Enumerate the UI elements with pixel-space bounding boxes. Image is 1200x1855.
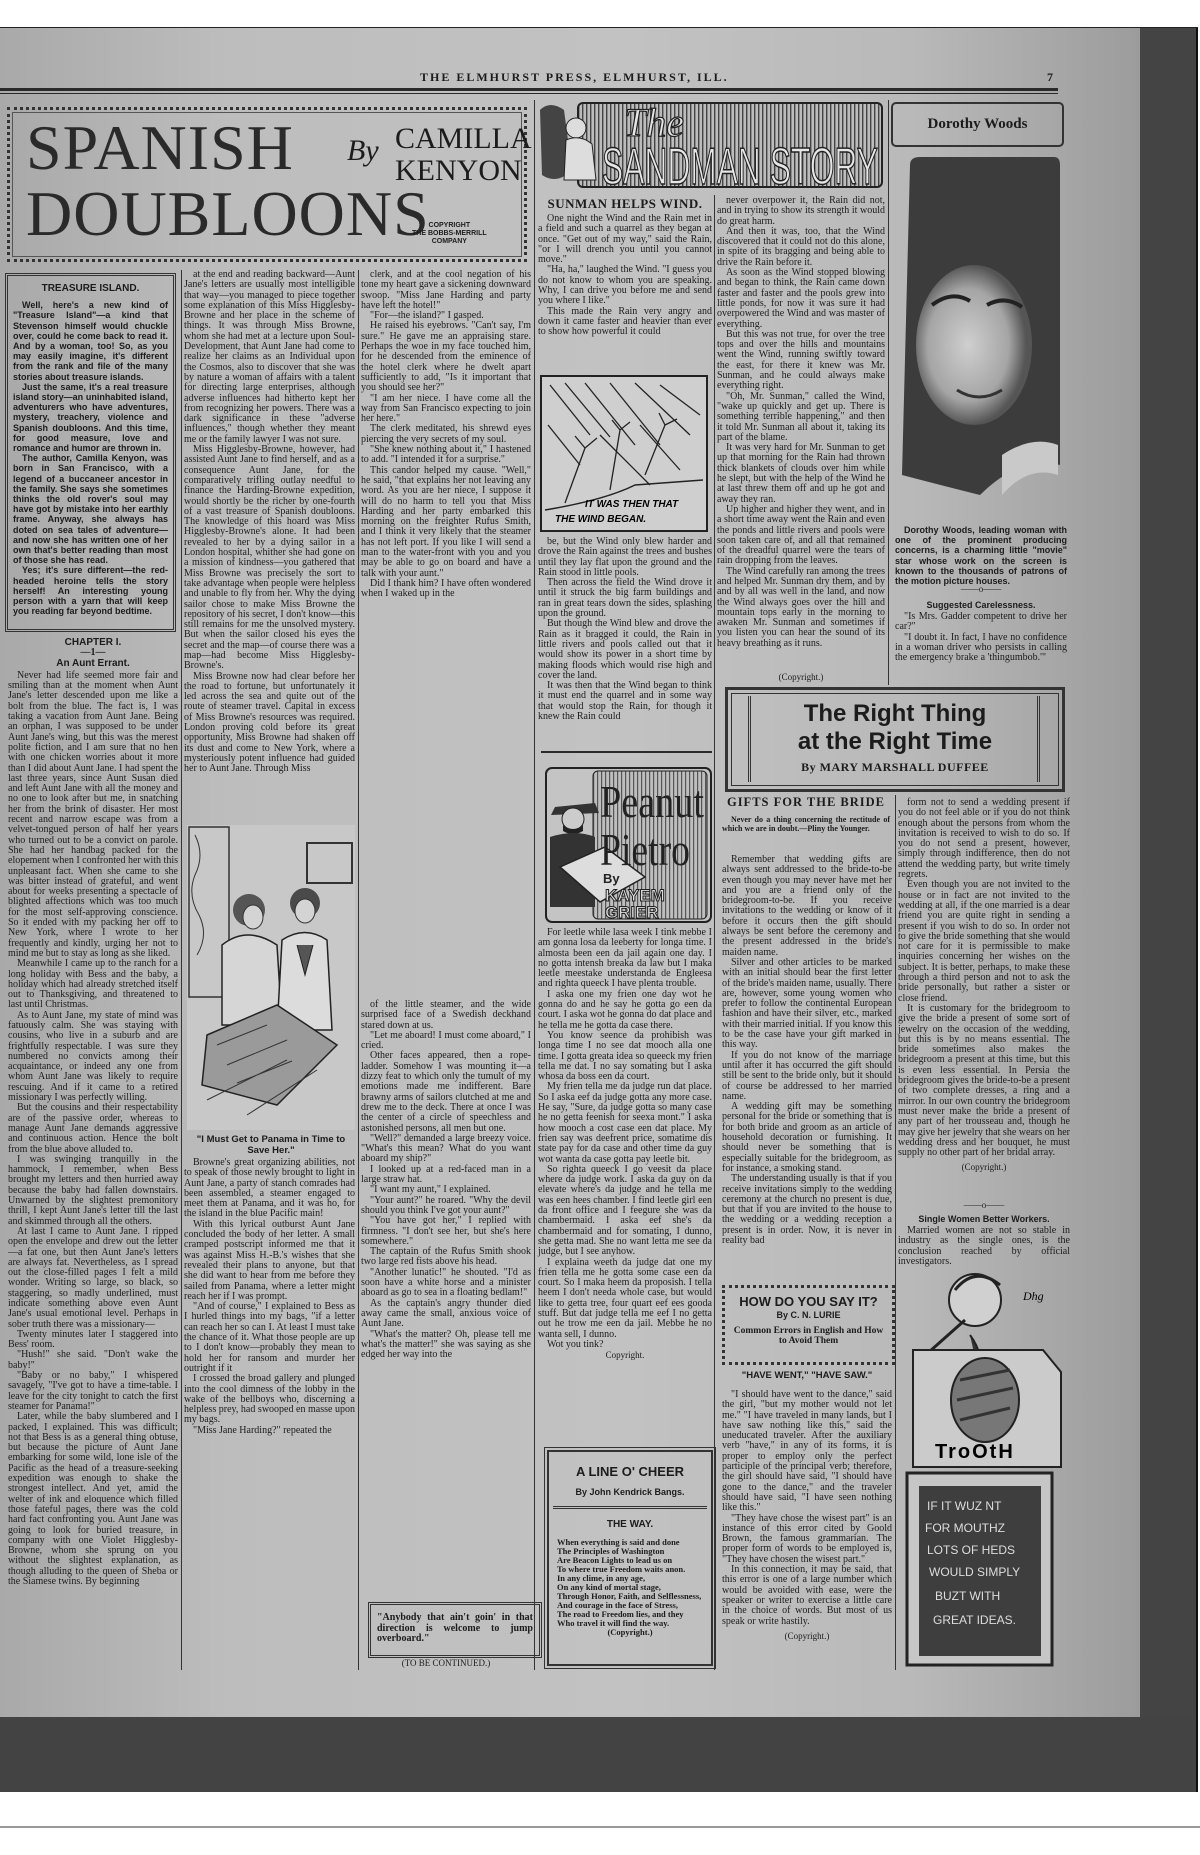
pietro-by: By bbox=[603, 871, 620, 886]
gifts-column-b bbox=[898, 798, 1070, 1186]
joke-title: Suggested Carelessness. bbox=[926, 600, 1036, 610]
wind-rain-drawing bbox=[540, 375, 708, 532]
paragraph: It is customary for the bridegroom to give the bride a present of some sort of jewelry on the occasion of the wedding, but this is by no means essential. The bride sometimes also makes the bridegroom a present at this time, but this is even less essential. In Persia the bridegroom gives the bride-to-be a present of two complete dresses, a ring and a mirror. In our own country the bridegroom must never make the bride a present of any part of her trousseau and, though he may give her jewelry that she wears on her wedding dress and her bouquet, he must supply no other part of her bridal array. bbox=[898, 1002, 1070, 1159]
article-text bbox=[722, 1390, 892, 1627]
poem-line: In any clime, in any age, bbox=[557, 1573, 646, 1583]
paragraph: The understanding usually is that if you receive invitations simply to the wedding ceremony at the church no present is due, but that if you are invited to the house to the wedding or a wedding reception a present is in order. Now, it is never in reality bad bbox=[722, 1173, 892, 1246]
paragraph: at the end and reading backward—Aunt Jane's letters are usually most intelligible that way—you managed to piece together some explanation of this Miss Higglesby-Browne and her place in the scheme of things. It was through Miss Browne, whom she had met at a lecture upon Soul-Development, that Aunt Jane had come to realize her claims as an Individual upon the Cosmos, also to discover that she was by nature a woman of affairs with a talent for directing large enterprises, although adverse influences had hitherto kept her from recognizing her powers. There was a dark significance in these "adverse influences," though whether they meant me or the family lawyer I was not sure. bbox=[184, 269, 355, 445]
intro-text bbox=[13, 300, 168, 616]
paragraph: You know seence da prohibish was longa time I no see dat mooch alla one time. I gotta greata idea so queeck my frien tella me dat. I no say somating but I aska whosa da boss een da court. bbox=[538, 1029, 712, 1083]
poem-line: Who travel it will find the way. bbox=[557, 1618, 670, 1628]
dorothy-woods-title: Dorothy Woods bbox=[891, 102, 1064, 147]
paragraph: "I am her niece. I have come all the way from San Francisco expecting to join her here." bbox=[361, 392, 531, 425]
poem-line: On any kind of mortal stage, bbox=[557, 1582, 661, 1592]
illustration-caption: "I Must Get to Panama in Time to Save Her." bbox=[196, 1134, 346, 1156]
how-copyright: (Copyright.) bbox=[784, 1630, 830, 1641]
paragraph: I was swinging tranquilly in the hammock, I remember, when Bess brought my letters and then hurried away because the baby had fallen downstairs. Unwarned by the slightest premonitory thrill, I kept Aunt Jane's letter till the last and skimmed through all the others. bbox=[8, 1153, 178, 1227]
scan-border bbox=[0, 27, 1198, 28]
pietro-author-last: GRIER bbox=[605, 903, 659, 922]
paragraph: Did I thank him? I have often wondered when I waked up in the bbox=[361, 577, 531, 600]
intro-box bbox=[5, 273, 176, 632]
poem-line: Are Beacon Lights to lead us on bbox=[557, 1555, 673, 1565]
cartoon-caption-line1: IT WAS THEN THAT bbox=[585, 499, 679, 510]
pull-quote: "Anybody that ain't goin' in that direction is welcome to jump overboard." bbox=[377, 1612, 533, 1644]
sandman-copyright: (Copyright.) bbox=[778, 672, 824, 682]
cheer-title: A LINE O' CHEER bbox=[575, 1464, 685, 1479]
paragraph: Wot you tink? bbox=[547, 1338, 604, 1350]
paragraph: Then across the field the Wind drove it until it struck the big farm buildings and ran in great tears down the sides, splashing upon the ground. bbox=[538, 577, 712, 620]
paragraph: "You have got her," I replied with firmness. "I don't see her, but she's here somewhere." bbox=[361, 1215, 531, 1247]
paragraph: In this connection, it may be said, that this error is one of a large number which would be avoided with ease, were the speaker or writer to exercise a little care in the choice of words. But most of us speak or write hastily. bbox=[722, 1564, 892, 1627]
poem-line: To where true Freedom waits anon. bbox=[557, 1564, 686, 1574]
serial-author-last: KENYON bbox=[395, 154, 522, 187]
paragraph: "Oh, Mr. Sunman," called the Wind, "wake up quickly and get up. There is something terrible happening," and then it told Mr. Sunman all about it, taking its part of the blame. bbox=[717, 390, 885, 443]
serial-column-2-top bbox=[184, 270, 355, 822]
filler-text bbox=[898, 1225, 1070, 1267]
cartoon-box-label: TroOtH bbox=[935, 1441, 1015, 1463]
paragraph: clerk, and at the cool negation of his tone my heart gave a sickening downward swoop. "Miss Jane Harding and party have left the hotel!" bbox=[361, 269, 531, 311]
paragraph: Up higher and higher they went, and in a short time away went the Rain and even the ponds and little rivers and pools were soon taken care of, and all that remained of the dreadful quarrel were the tears of rain dropping from the leaves. bbox=[717, 503, 885, 567]
paragraph: It was very hard for Mr. Sunman to get up that morning for the Rain had thrown thick blankets of clouds over him while he slept, but with the help of the Wind he at last threw them off and up he got and away they ran. bbox=[717, 442, 885, 505]
paragraph: "They have chose the wisest part" is an instance of this error cited by Goold Brown, the famous grammarian. The proper form of words to be employed is, "They have chosen the wisest part." bbox=[722, 1512, 892, 1565]
peanut-pietro-banner bbox=[545, 767, 712, 923]
title-line: The Right Thing bbox=[803, 700, 987, 727]
paragraph: He raised his eyebrows. "Can't say, I'm sure." He gave me an appraising stare. Perhaps the woe in my face touched him, for he descended from the eminence of the hotel clerk where he dwelt apart sufficiently to add, "Is it important that you should see her?" bbox=[361, 320, 531, 394]
paragraph: "I want my aunt," I explained. bbox=[370, 1184, 491, 1196]
paragraph: If you do not know of the marriage until after it has occurred the gift should still be sent to the bride only, but it should of course be addressed to her married name. bbox=[722, 1049, 892, 1102]
paragraph: My frien tella me da judge run dat place. So I aska eef da judge gotta any more case. He say, "Sure, da judge gotta so many case he no getta feenish for seexa mont." I aska how mooch a cost case een dat place. My frien say was deefrent price, somatime dis state pay for da case and other time da guy wot wanta da case gotta pay leetle bit. bbox=[538, 1081, 712, 1165]
section-rule bbox=[541, 751, 712, 753]
paragraph: "I doubt it. In fact, I have no confidence in a woman driver who persists in calling the emergency brake a 'thingumbob.'" bbox=[895, 631, 1067, 664]
paragraph: Miss Higglesby-Browne, however, had assisted Aunt Jane to find herself, and as a consequence Aunt Jane, for the comparatively trifling outlay needful to finance the Harding-Browne expedition, would shortly be the richer by one-fourth of a vast treasure of Spanish doubloons. The knowledge of this hoard was Miss Higglesby-Browne's alone. It had been revealed to her by a dying sailor in a London hospital, whither she had gone on a mission of kindness—you gathered that Miss Browne was precisely the sort to take advantage when people were helpless and unable to fly from her. Why the dying sailor chose to make Miss Browne the repository of his secret, I don't know—this still remains for me the unsolved mystery. But when the sailor closed his eyes the secret and the map—of course there was a map—had become Miss Higglesby-Browne's. bbox=[184, 444, 355, 672]
chapter-text bbox=[361, 270, 531, 600]
sign-line: FOR MOUTHZ bbox=[925, 1521, 1005, 1535]
wind-cartoon bbox=[540, 375, 708, 532]
sign-line: GREAT IDEAS. bbox=[933, 1613, 1016, 1627]
paragraph: Other faces appeared, then a rope-ladder. Somehow I was mounting it—a dizzy feat to which only the tumult of my emotions made me indifferent. Bare brawny arms of sailors clutched at me and drew me to the deck. There at once I was the center of a circle of speechless and astonished persons, all men but one. bbox=[361, 1050, 531, 1134]
sign-line: BUZT WITH bbox=[935, 1589, 1001, 1603]
paragraph: For leetle while lasa week I tink mebbe I am gonna losa da leeberty for longa time. I almosta been een da jail again one day. I no gotta intensh breaka da law but I maka leetle meestake understanda de Engleesa and righta queeck I have plenta trouble. bbox=[538, 927, 712, 990]
cartoon-caption-line2: THE WIND BEGAN. bbox=[555, 514, 647, 525]
paragraph: As the captain's angry thunder died away came the small, anxious voice of Aunt Jane. bbox=[361, 1297, 531, 1330]
chapter-text bbox=[184, 270, 355, 775]
paragraph: The captain of the Rufus Smith shook two large red fists above his head. bbox=[361, 1246, 531, 1268]
trooth-cartoon bbox=[905, 1260, 1065, 1668]
poem bbox=[549, 1530, 711, 1637]
sandman-headline: SUNMAN HELPS WIND. bbox=[547, 196, 703, 211]
copyright-line: THE BOBBS-MERRILL bbox=[412, 230, 487, 237]
epigraph-text: Never do a thing concerning the rectitude of which we are in doubt.—Pliny the Younger. bbox=[722, 815, 890, 833]
serial-by: By bbox=[347, 134, 379, 167]
chapter-title: An Aunt Errant. bbox=[56, 657, 130, 669]
serial-column-2-bottom bbox=[184, 1158, 355, 1668]
filler-title: Single Women Better Workers. bbox=[918, 1214, 1050, 1224]
paragraph: But this was not true, for over the tree tops and over the hills and mountains went the Wind, running swiftly toward the east, for there it knew was Mr. Sunman, and he could always make everything right. bbox=[717, 328, 885, 392]
divider: ——o—— bbox=[963, 1200, 1005, 1210]
sign-line: WOULD SIMPLY bbox=[929, 1565, 1021, 1579]
paragraph: "Well?" demanded a large breezy voice. "What's this mean? What do you want aboard my ship?" bbox=[361, 1132, 531, 1165]
divider: ——o—— bbox=[960, 584, 1002, 594]
story-illustration bbox=[187, 825, 355, 1130]
column-rule bbox=[358, 270, 359, 1670]
poem-line: The Principles of Washington bbox=[557, 1546, 665, 1556]
dorothy-caption bbox=[895, 525, 1067, 587]
paragraph: The clerk meditated, his shrewd eyes piercing the very secrets of my soul. bbox=[361, 423, 531, 445]
serial-author-first: CAMILLA bbox=[395, 122, 532, 155]
paragraph: never overpower it, the Rain did not, and in trying to show its strength it would do great harm. bbox=[717, 195, 885, 227]
paragraph: The author, Camilla Kenyon, was born in San Francisco, with a legend of a buccaneer ancestor in the family. She says she sometimes thinks the old rover's soul may have got by mistake into her earthly frame. Anyway, she always has doted on sea tales of adventure—and now she has written one of her own that's better reading than most of those she has read. bbox=[13, 453, 168, 566]
paragraph: be, but the Wind only blew harder and drove the Rain against the trees and bushes until they lay flat upon the ground and the Rain stood in little pools. bbox=[538, 536, 712, 578]
pull-quote-box bbox=[368, 1602, 542, 1658]
paragraph: Later, while the baby slumbered and I packed, I explained. This was difficult; not that Bess is as a general thing obtuse, but because the picture of Aunt Jane embarking for some wild, lone isle of the Pacific as the head of a treasure-seeking expedition was enough to shake the strongest intellect. And yet, amid the welter of ink and eloquence which filled those fateful pages, there was the cold hard fact confronting you. Aunt Jane was going to look for buried treasure, in company with one Violet Higglesby-Browne, whom she sprung on you without the slightest explanation, as though alluding to the queen of Sheba or the Siamese twins. By beginning bbox=[8, 1411, 178, 1588]
paragraph: I looked up at a red-faced man in a large straw hat. bbox=[361, 1163, 531, 1186]
right-thing-banner bbox=[725, 687, 1065, 792]
paragraph: But the cousins and their respectability are of the passive order, whereas to manage Aunt Jane demands aggressive and continuous action. Hence the bolt from the blue above alluded to. bbox=[8, 1102, 178, 1155]
paragraph: "She knew nothing about it," I hastened to add. "I intended it for a surprise." bbox=[361, 444, 531, 466]
poem-copyright: (Copyright.) bbox=[607, 1627, 653, 1637]
joke-paragraphs bbox=[895, 612, 1067, 663]
paragraph: I aska one my frien one day wot he gonna do and he say he gotta go een da court. I aska wot he gonna do dat place and he tella me he gotta da case there. bbox=[538, 988, 712, 1031]
page-number: 7 bbox=[1047, 70, 1053, 84]
paragraph: "I should have went to the dance," said the girl, "but my mother would not let me." "I have traveled in many lands, but I have saw nothing like this," said the uneducated traveler. After the auxiliary verb "have," in any of its forms, it is proper to employ only the perfect participle of the principal verb; therefore, the girl should have said, "I should have gone to the dance," and the traveler should have said, "I have seen nothing like this." bbox=[722, 1389, 892, 1514]
sandman-story-banner bbox=[538, 100, 885, 196]
serial-title-line2: DOUBLOONS bbox=[26, 178, 430, 249]
pietro-column bbox=[538, 928, 712, 1420]
epigraph bbox=[722, 816, 890, 846]
paragraph: Silver and other articles to be marked with an initial should bear the first letter of the bride's maiden name, usually. There are, however, some young women who prefer to follow the continental European fashion and have their silver, etc., marked with their married initial. If you know this to be the case have your gift marked in this way. bbox=[722, 956, 892, 1051]
column-rule bbox=[534, 100, 535, 1670]
sign-line: LOTS OF HEDS bbox=[927, 1543, 1016, 1557]
pietro-title-line2: Pietro bbox=[600, 824, 690, 875]
poem-line: When everything is said and done bbox=[557, 1537, 680, 1547]
paragraph: So righta queeck I go veesit da place where da judge work. I aska da guy on da elevate where's da judge and he tella me was een hees chamber. I find leetle girl een da front office and I feegure she was da chambermaid. I aska eef she's da chambermaid and for somating, I dunno, she getta mad. She no want letta me see da judge, but I see anyhow. bbox=[538, 1163, 712, 1258]
story-text bbox=[717, 196, 885, 649]
serial-column-3-middle bbox=[361, 1000, 531, 1410]
pietro-copyright: Copyright. bbox=[605, 1350, 645, 1361]
masthead-rule bbox=[0, 88, 1058, 91]
scan-margin-bottom bbox=[0, 1717, 1196, 1792]
sign-line: IF IT WUZ NT bbox=[927, 1499, 1002, 1513]
pietro-title-line1: Peanut bbox=[600, 776, 705, 827]
paragraph: form not to send a wedding present if you do not feel able or if you do not think enough about the persons from whom the invitation is received to wish to do so. If you do not send a present, however, simply through indifference, then do not attend the wedding party, but write timely regrets. bbox=[898, 797, 1070, 881]
story-text bbox=[538, 537, 712, 722]
intro-heading: TREASURE ISLAND. bbox=[41, 283, 140, 294]
copyright-line: COMPANY bbox=[431, 238, 467, 245]
paragraph: Just the same, it's a real treasure island story—an uninhabited island, adventurers who have adventures, mystery, treachery, violence and Spanish doubloons. And this time, for good measure, love and romance and humor are thrown in. bbox=[13, 381, 168, 454]
peanut-pietro-art bbox=[545, 767, 712, 923]
trooth-cartoon-drawing bbox=[905, 1260, 1065, 1668]
caption-text: Dorothy Woods, leading woman with one of the prominent producing concerns, is a charming little "movie" star whose work on the screen is known to the thousands of patrons of the motion picture houses. bbox=[895, 525, 1067, 587]
story-text bbox=[538, 214, 712, 338]
cheer-byline: By John Kendrick Bangs. bbox=[575, 1487, 685, 1497]
paragraph: Well, here's a new kind of "Treasure Island"—a kind that Stevenson himself would chuckle over, could he come back to read it. And by a woman, too! So, as you may easily imagine, it's different from the rank and file of the many stories about treasure islands. bbox=[13, 300, 168, 382]
banner-the: The bbox=[624, 100, 684, 145]
paragraph: of the little steamer, and the wide surprised face of a Swedish deckhand stared down at us. bbox=[361, 999, 531, 1031]
article-text bbox=[722, 855, 892, 1246]
serial-column-3-top bbox=[361, 270, 531, 642]
paragraph: As to Aunt Jane, my state of mind was fatuously calm. She was staying with cousins, who live in a suburb and are frightfully respectable. I was sure they numbered no convicts among their acquaintance, or indeed any one from whom Aunt Jane was likely to require rescuing. And if it came to a retired missionary I was perfectly willing. bbox=[8, 1009, 178, 1104]
gifts-column-a bbox=[722, 855, 892, 1280]
paragraph: Meanwhile I came up to the ranch for a long holiday with Bess and the baby, a holiday which had already stretched itself out to Thanksgiving, and threatened to last until Christmas. bbox=[8, 958, 178, 1011]
paragraph: "And of course," I explained to Bess as I hurled things into my bags, "if a letter can reach her so can I. At least I must take the chance of it. What those people are up to I don't know—probably they mean to hold her for ransom and murder her outright if it bbox=[184, 1301, 355, 1374]
chapter-number: —1— bbox=[80, 647, 106, 659]
paragraph: "For—the island?" I gasped. bbox=[370, 310, 484, 322]
joke-text bbox=[895, 612, 1067, 680]
paragraph: This candor helped my cause. "Well," he said, "that explains her not leaving any word. As you are her niece, I suppose it will do no harm to tell you that Miss Harding and her party embarked this morning on the freighter Rufus Smith, and I think it very likely that the steamer has not left port. If you like I will send a man to the water-front with you and you may be able to go on board and have a talk with your aunt." bbox=[361, 464, 531, 579]
sandman-banner-art bbox=[538, 100, 885, 196]
paragraph: A wedding gift may be something personal for the bride or something that is for both bride and groom as an article of household decoration or furnishing. It should never be something that is especially suitable for the bridegroom, as for instance, a smoking stand. bbox=[722, 1101, 892, 1174]
paragraph: Twenty minutes later I staggered into Bess' room. bbox=[8, 1328, 178, 1351]
masthead: THE ELMHURST PRESS, ELMHURST, ILL. bbox=[420, 70, 729, 84]
title-line: at the Right Time bbox=[797, 728, 993, 755]
paragraph: At last I came to Aunt Jane. I ripped open the envelope and drew out the letter—a fat one, but then Aunt Jane's letters are always fat. Nevertheless, as I spread out the close-filled pages I felt a mild wonder. Writing so large, so black, so staggering, so madly underlined, must indicate something above even Aunt Jane's usual emotional level. Perhaps in sober truth there was a missionary— bbox=[8, 1225, 178, 1330]
chapter-text bbox=[184, 1158, 355, 1436]
column-rule bbox=[714, 195, 715, 1670]
paragraph: "What's the matter? Oh, please tell me what's the matter!" she was saying as she edged her way into the bbox=[361, 1328, 531, 1361]
pietro-author-first: KAYEM bbox=[605, 886, 665, 905]
paragraph: "Baby or no baby," I whispered savagely, "I've got to have a time-table. I leave for the city tonight to catch the first steamer for Panama!" bbox=[8, 1370, 178, 1412]
paragraph: Miss Browne now had clear before her the road to fortune, but unfortunately it led across the sea and quite out of the route of steamer travel. Capital in excess of Miss Browne's resources was required. London proving cold before its great opportunity, Miss Browne had shaken off its dust and come to New York, where a mysteriously potent influence had guided her to Aunt Jane. Through Miss bbox=[184, 670, 355, 775]
gifts-copyright: (Copyright.) bbox=[961, 1162, 1007, 1173]
paragraph: Never had life seemed more fair and smiling than at the moment when Aunt Jane's letter descended upon me like a bolt from the blue. The fact is, I was taking a vacation from Aunt Jane. Being an orphan, I was supposed to be under Aunt Jane's wing, but this was the merest polite fiction, and I am sure that no hen with one chicken worries about it more than I did about Aunt Jane. I had spent the last three years, since Aunt Susan died and left Aunt Jane with all the money and no one to look after but me, in snatching her from the brink of disaster. Her most recent and narrow escape was from a velvet-tongued person of half her years who turned out to be a convict on parole. She had her handbag packed for the elopement when I confronted her with this unpleasant fact. When she came to she was bitter instead of grateful, and went about for weeks presenting a spectacle of blighted affections which was too much for the most self-approving conscience. So it ended with my packing her off to New York, where I wrote to her frequently and kindly, urging her not to mind me but to stay as long as she liked. bbox=[8, 669, 178, 959]
paragraph: "Hush!" she said. "Don't wake the baby!" bbox=[8, 1349, 178, 1371]
column-rule bbox=[895, 795, 896, 1670]
how-subtitle: Common Errors in English and How to Avoid Them bbox=[733, 1326, 884, 1346]
how-column bbox=[722, 1390, 892, 1658]
paragraph: "Ha, ha," laughed the Wind. "I guess you do not know to whom you are speaking. Why, I can drive you before me and send you where I like." bbox=[538, 264, 712, 307]
how-do-you-say-it-box bbox=[722, 1285, 895, 1365]
poem-title: THE WAY. bbox=[606, 1519, 654, 1530]
article-text bbox=[898, 798, 1070, 1158]
how-title: HOW DO YOU SAY IT? bbox=[739, 1294, 878, 1309]
paragraph: I explaina weeth da judge dat one my frien tella me he gotta some case een da court. So I maka heem da proposish. I tella heem I don't needa whole case, but would like to getta tree, four quart eef ees gooda stuff. But dat judge tella me eef I no getta out he trow me een da jail. Mebbe he no wanta sell, I dunno. bbox=[538, 1256, 712, 1340]
paragraph: "Miss Jane Harding?" repeated the bbox=[193, 1424, 332, 1436]
masthead-rule-thin bbox=[0, 93, 1058, 94]
paragraph: Browne's great organizing abilities, not to speak of those newly brought to light in Aunt Jane, a party of stanch comrades had been assembled, a steamer engaged to meet them at Panama, and it was ho, for the island in the blue Pacific main! bbox=[184, 1157, 355, 1220]
gifts-heading: GIFTS FOR THE BRIDE bbox=[726, 795, 886, 809]
poem-line: The road to Freedom lies, and they bbox=[557, 1609, 684, 1619]
how-heading: "HAVE WENT," "HAVE SAW." bbox=[741, 1370, 873, 1381]
two-women-illustration bbox=[187, 825, 355, 1130]
paragraph: The Wind carefully ran among the trees and helped Mr. Sunman dry them, and by and by all was well in the land, and now the Wind always goes over the hill and mountain tops early in the morning to awaken Mr. Sunman and sometimes if you listen you can hear the sound of its heavy breathing as it runs. bbox=[717, 565, 885, 649]
paragraph: Remember that wedding gifts are always sent addressed to the bride-to-be even though you may never have met her and you are a friend only of the bridegroom-to-be. If you receive invitations to the wedding or know of it before it occurs then the gift should always be sent before the ceremony and the present addressed in the bride's maiden name. bbox=[722, 854, 892, 958]
sandman-column-b bbox=[717, 196, 885, 670]
paragraph: And then it was, too, that the Wind discovered that it could not do this alone, in spite of its bragging and being able to drive the Rain before it. bbox=[717, 225, 885, 268]
paragraph: "Let me aboard! I must come aboard," I cried. bbox=[361, 1029, 531, 1052]
how-byline: By C. N. LURIE bbox=[776, 1310, 841, 1320]
serial-copyright bbox=[412, 222, 487, 246]
right-thing-byline: By MARY MARSHALL DUFFEE bbox=[801, 760, 989, 774]
sandman-column-a-cont bbox=[538, 537, 712, 743]
serial-column-1 bbox=[8, 638, 178, 1670]
chapter-heading: CHAPTER I. bbox=[64, 637, 122, 648]
paragraph: One night the Wind and the Rain met in a field and such a quarrel as they began at once. "Get out of my way," said the Rain, "or I will drench you until you cannot move." bbox=[538, 213, 712, 266]
paragraph: Even though you are not invited to the house or in fact are not invited to the wedding at all, if the one married is a dear friend you are quite right in sending a present if you wish to do so. In order not to give the bride something that she would not care for it is permissible to make inquiries concerning her wishes on the subject. It is better, perhaps, to make these through a third person and not to ask the bride personally, but rather a sister or close friend. bbox=[898, 879, 1070, 1004]
column-rule bbox=[888, 100, 889, 685]
paragraph: "Another lunatic!" he shouted. "I'd as soon have a white horse and a minister aboard as go to sea in a floating bedlam!" bbox=[361, 1266, 531, 1299]
sandman-column-a bbox=[538, 214, 712, 358]
poem-line: And courage in the face of Stress, bbox=[557, 1600, 678, 1610]
column-rule bbox=[181, 270, 182, 1670]
paragraph: Yes; it's sure different—the red-headed heroine tells the story herself! An interesting young person with a yarn that will keep you reading far beyond bedtime. bbox=[13, 565, 168, 617]
chapter-text bbox=[361, 1000, 531, 1360]
paragraph: This made the Rain very angry and down it came faster and heavier than ever to show how powerful it could bbox=[538, 305, 712, 338]
paragraph: "Your aunt?" he roared. "Why the devil should you think I've got your aunt?" bbox=[361, 1194, 531, 1216]
line-o-cheer-box bbox=[547, 1450, 713, 1666]
portrait-photo bbox=[902, 155, 1062, 505]
dorothy-woods-photo bbox=[902, 155, 1062, 505]
serial-title-line1: SPANISH bbox=[26, 112, 294, 183]
banner-title: SANDMAN STORY bbox=[602, 138, 878, 196]
chapter-text bbox=[8, 671, 178, 1587]
story-text bbox=[538, 928, 712, 1350]
scan-edge bbox=[1196, 28, 1198, 1792]
paragraph: I crossed the broad gallery and plunged into the cool dimness of the lobby in the wake of the bellboys who, discerning a helpless prey, had swooped en masse upon my bags. bbox=[184, 1373, 355, 1426]
paragraph: As soon as the Wind stopped blowing and began to think, the Rain came down faster and faster and the pools grew into little ponds, for now it was sure it had overpowered the Wind and was master of everything. bbox=[717, 267, 885, 330]
scan-divider bbox=[0, 1826, 1200, 1828]
cartoon-signature: Dhg bbox=[1023, 1289, 1044, 1303]
paragraph: But though the Wind blew and drove the Rain as it bragged it could, the Rain in little rivers and pools called out that it would show its power in a short time by making floods which would rise high and cover the land. bbox=[538, 618, 712, 681]
right-thing-title bbox=[758, 700, 1032, 756]
paragraph: With this lyrical outburst Aunt Jane concluded the body of her letter. A small cramped postscript informed me that it was against Miss H.-B.'s wishes that she revealed their plans to anyone, but that she did want to hear from me before they sailed from Panama, where a letter might reach her if I was prompt. bbox=[184, 1218, 355, 1302]
poem-line: Through Honor, Faith, and Selflessness, bbox=[557, 1591, 702, 1601]
copyright-line: COPYRIGHT bbox=[428, 222, 471, 229]
paragraph: It was then that the Wind began to think it must end the quarrel and in some way that would stop the Rain, for though it knew the Rain could bbox=[538, 680, 712, 723]
serial-title-box bbox=[7, 107, 532, 262]
scan-margin-right bbox=[1140, 28, 1196, 1792]
filler-paragraph: Married women are not so stable in industry as the single ones, is the conclusion reached by official investigators. bbox=[898, 1225, 1070, 1267]
paragraph: "Is Mrs. Gadder competent to drive her car?" bbox=[895, 611, 1067, 633]
to-be-continued: (TO BE CONTINUED.) bbox=[401, 1658, 491, 1668]
